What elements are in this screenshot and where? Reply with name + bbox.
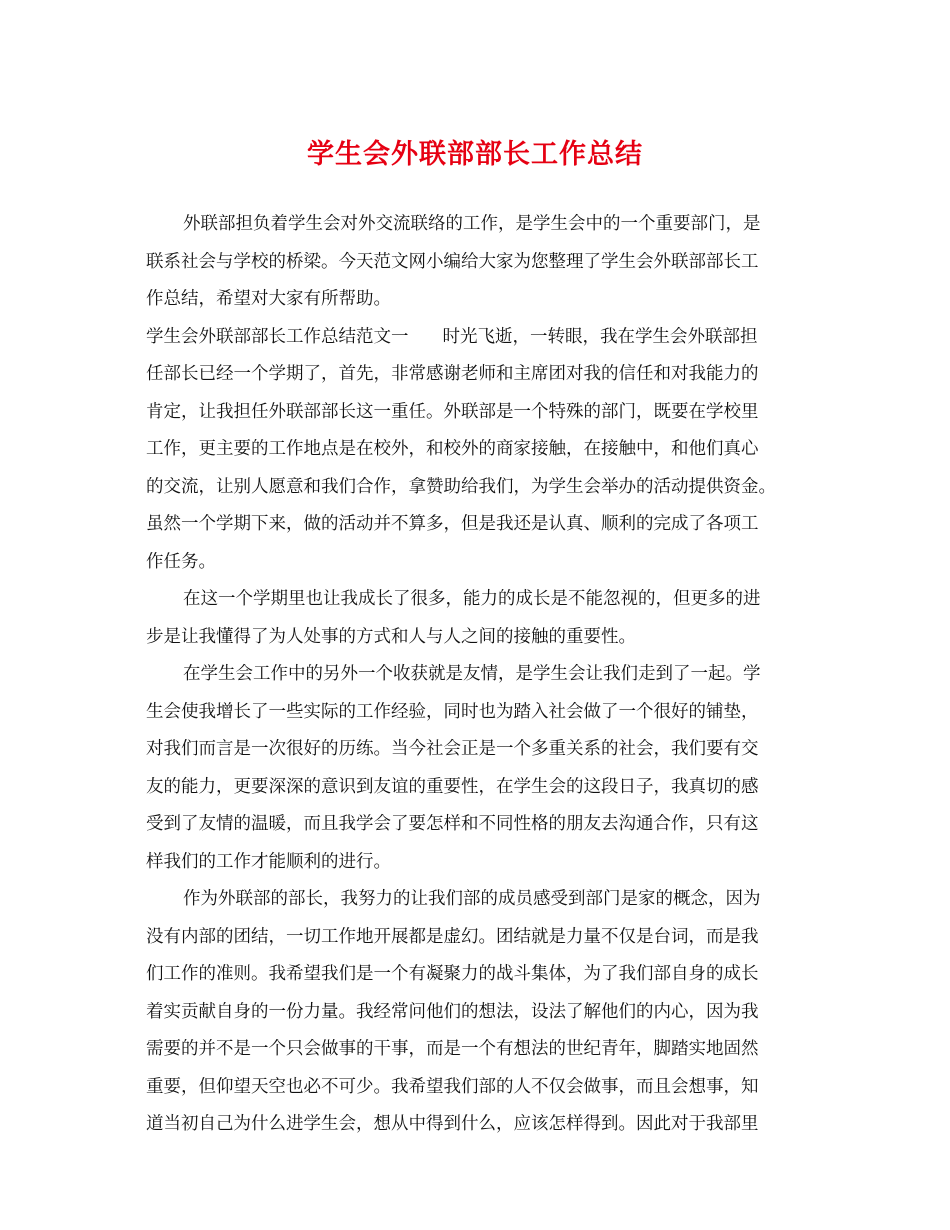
text-line-content: 的交流，让别人愿意和我们合作，拿赞助给我们，为学生会举办的活动提供资金。 xyxy=(146,476,776,497)
text-line xyxy=(146,244,811,282)
text-line xyxy=(146,806,811,844)
text-line-content: 友的能力，更要深深的意识到友谊的重要性，在学生会的这段日子，我真切的感 xyxy=(146,776,759,797)
text-line xyxy=(146,1069,811,1107)
text-line xyxy=(146,469,811,507)
text-line-content: 着实贡献自身的一份力量。我经常问他们的想法，设法了解他们的内心，因为我 xyxy=(146,1001,759,1022)
text-line xyxy=(146,994,811,1032)
document-title: 学生会外联部部长工作总结 xyxy=(307,139,643,170)
text-line-content: 作任务。 xyxy=(146,551,216,572)
text-line-content: 外联部担负着学生会对外交流联络的工作，是学生会中的一个重要部门，是 xyxy=(183,214,761,234)
text-line xyxy=(146,1106,811,1144)
text-line-content: 受到了友情的温暖，而且我学会了要怎样和不同性格的朋友去沟通合作，只有这 xyxy=(146,814,759,834)
text-line-content: 生会使我增长了一些实际的工作经验，同时也为踏入社会做了一个很好的铺垫， xyxy=(146,701,759,722)
text-line-content: 对我们而言是一次很好的历练。当今社会正是一个多重关系的社会，我们要有交 xyxy=(146,739,759,759)
text-line-content: 任部长已经一个学期了，首先，非常感谢老师和主席团对我的信任和对我能力的 xyxy=(146,364,759,384)
text-line xyxy=(146,769,811,807)
text-line xyxy=(146,206,811,244)
text-line xyxy=(146,544,811,582)
text-line-content: 们工作的准则。我希望我们是一个有凝聚力的战斗集体，为了我们部自身的成长 xyxy=(146,964,759,984)
text-line xyxy=(146,356,811,394)
text-line-content: 样我们的工作才能顺利的进行。 xyxy=(146,851,391,872)
text-line xyxy=(146,881,811,919)
text-line-content: 在学生会工作中的另外一个收获就是友情，是学生会让我们走到了一起。学 xyxy=(183,664,761,684)
text-line-content: 道当初自己为什么进学生会，想从中得到什么，应该怎样得到。因此对于我部里 xyxy=(146,1114,759,1134)
text-line xyxy=(146,319,811,357)
text-line xyxy=(146,956,811,994)
text-line-content: 没有内部的团结，一切工作地开展都是虚幻。团结就是力量不仅是台词，而是我 xyxy=(146,926,759,947)
text-line xyxy=(146,431,811,469)
text-line xyxy=(146,731,811,769)
text-line-content: 工作，更主要的工作地点是在校外，和校外的商家接触，在接触中，和他们真心 xyxy=(146,439,759,459)
text-line xyxy=(146,844,811,882)
text-line xyxy=(146,619,811,657)
text-line-content: 肯定，让我担任外联部部长这一重任。外联部是一个特殊的部门，既要在学校里 xyxy=(146,401,759,422)
text-line-content: 重要，但仰望天空也必不可少。我希望我们部的人不仅会做事，而且会想事，知 xyxy=(146,1076,759,1097)
text-line xyxy=(146,1031,811,1069)
document-body xyxy=(146,206,811,1144)
text-line xyxy=(146,281,811,319)
text-line-tail: 时光飞逝，一转眼，我在学生会外联部担 xyxy=(442,326,758,347)
text-line xyxy=(146,394,811,432)
text-line xyxy=(146,919,811,957)
text-line-content: 联系社会与学校的桥梁。今天范文网小编给大家为您整理了学生会外联部部长工 xyxy=(146,251,759,272)
text-line-content: 作总结，希望对大家有所帮助。 xyxy=(146,289,391,309)
text-line-content: 步是让我懂得了为人处事的方式和人与人之间的接触的重要性。 xyxy=(146,626,636,647)
text-line-content: 作为外联部的部长，我努力的让我们部的成员感受到部门是家的概念，因为 xyxy=(183,889,761,909)
text-line-content: 在这一个学期里也让我成长了很多，能力的成长是不能忽视的，但更多的进 xyxy=(183,589,761,609)
text-line xyxy=(146,656,811,694)
text-line xyxy=(146,506,811,544)
text-line xyxy=(146,581,811,619)
text-line xyxy=(146,694,811,732)
text-line-content: 虽然一个学期下来，做的活动并不算多，但是我还是认真、顺利的完成了各项工 xyxy=(146,514,759,534)
text-line-content: 需要的并不是一个只会做事的干事，而是一个有想法的世纪青年，脚踏实地固然 xyxy=(146,1039,759,1059)
text-line-content: 学生会外联部部长工作总结范文一 xyxy=(146,326,409,347)
